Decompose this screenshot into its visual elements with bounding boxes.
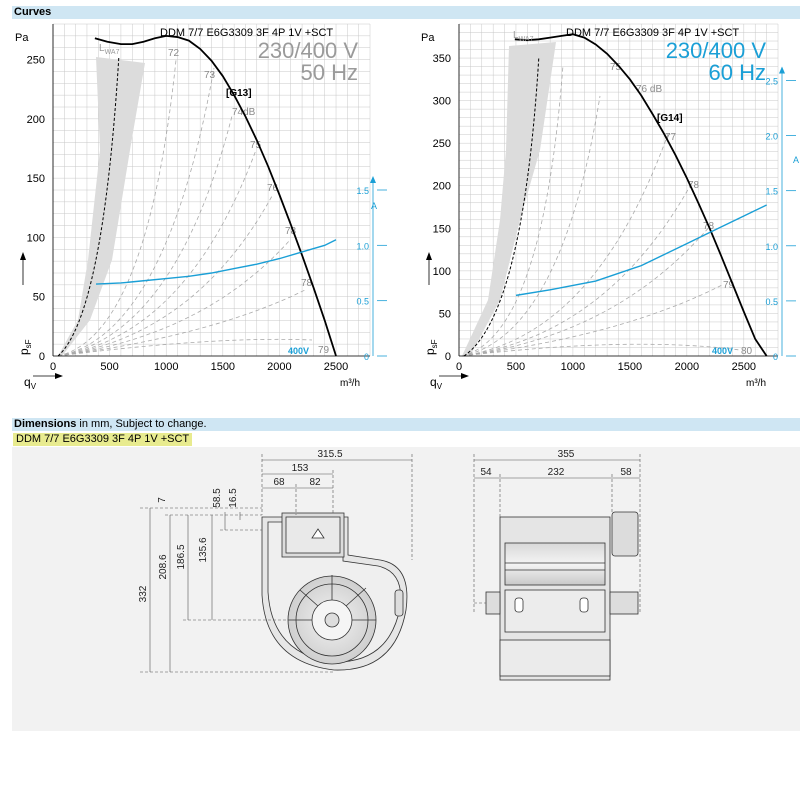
sound-level-label: 80 bbox=[741, 346, 753, 357]
chart-60hz-y-unit: Pa bbox=[421, 32, 435, 44]
sound-level-label: 76 dB bbox=[636, 84, 663, 95]
dim-width-3: 82 bbox=[309, 477, 321, 488]
chart-50hz-title: DDM 7/7 E6G3309 3F 4P 1V +SCT bbox=[160, 27, 334, 39]
dim-side-width-right: 58 bbox=[620, 467, 632, 478]
dim-width-1: 153 bbox=[291, 463, 309, 474]
dim-height-1: 58.5 bbox=[212, 488, 223, 508]
dim-width-overall: 315.5 bbox=[317, 449, 343, 460]
y-tick-label: 100 bbox=[26, 232, 45, 245]
side-terminal-box bbox=[612, 512, 638, 556]
chart-60hz-voltage: 230/400 V bbox=[665, 38, 766, 63]
curves-title: Curves bbox=[14, 6, 52, 18]
secondary-tick-label: 2.0 bbox=[765, 131, 778, 142]
chart-60hz-frequency: 60 Hz bbox=[708, 60, 766, 85]
y-tick-label: 300 bbox=[432, 95, 451, 108]
dim-height-4: 186.5 bbox=[176, 544, 187, 570]
chart-50hz-curve-tag: [G13] bbox=[226, 88, 252, 99]
chart-60hz-ylabel-sub: sF bbox=[430, 339, 439, 349]
y-tick-label: 150 bbox=[26, 173, 45, 186]
chart-50hz-xlabel-sub: V bbox=[30, 382, 37, 391]
dim-side-width-mid: 232 bbox=[547, 467, 565, 478]
side-slot-right bbox=[580, 598, 588, 612]
x-tick-label: 2000 bbox=[674, 361, 700, 373]
sound-level-label: 75 bbox=[610, 62, 622, 73]
chart-60hz-xlabel-main: q bbox=[430, 375, 437, 389]
sound-level-label: 78 bbox=[703, 221, 715, 232]
secondary-tick-label: 1.5 bbox=[765, 186, 778, 197]
dimensions-title: Dimensions bbox=[14, 418, 77, 430]
motor-shaft bbox=[325, 613, 339, 627]
side-view bbox=[486, 512, 638, 680]
terminal-box-lid bbox=[286, 517, 340, 553]
sound-level-label: 72 bbox=[168, 48, 180, 59]
chart-50hz-y-unit: Pa bbox=[15, 32, 29, 44]
x-tick-label: 500 bbox=[506, 361, 526, 373]
chart-50hz-lwa-main: L bbox=[99, 43, 105, 54]
sound-level-label: 78 bbox=[301, 278, 313, 289]
chart-50hz-ylabel-main: p bbox=[17, 348, 31, 355]
dim-height-5: 208.6 bbox=[158, 554, 169, 580]
x-tick-label: 500 bbox=[100, 361, 119, 373]
model-tag: DDM 7/7 E6G3309 3F 4P 1V +SCT bbox=[13, 433, 192, 446]
secondary-tick-label: 1.0 bbox=[356, 241, 369, 252]
dim-width-2: 68 bbox=[273, 477, 285, 488]
secondary-tick-label: 1.5 bbox=[356, 186, 369, 196]
y-tick-label: 250 bbox=[432, 138, 451, 151]
x-tick-label: 0 bbox=[455, 361, 463, 373]
chart-60hz-lwa-sub: WA7 bbox=[518, 36, 534, 43]
chart-50hz-xlabel-main: q bbox=[24, 375, 31, 389]
y-tick-label: 200 bbox=[26, 113, 45, 126]
x-tick-label: 2500 bbox=[731, 361, 757, 373]
dim-side-width-left: 54 bbox=[480, 467, 492, 478]
sound-level-label: 78 bbox=[285, 226, 297, 237]
y-tick-label: 50 bbox=[32, 291, 45, 304]
y-tick-label: 0 bbox=[38, 351, 45, 363]
shaft-end-left bbox=[486, 592, 500, 614]
dim-side-width-overall: 355 bbox=[557, 449, 575, 460]
chart-50hz-voltage: 230/400 V bbox=[257, 38, 358, 63]
chart-60hz-x-unit: m³/h bbox=[746, 378, 766, 389]
sound-level-label: 73 bbox=[204, 70, 216, 81]
sound-level-label: 79 bbox=[318, 345, 330, 356]
sound-level-label: 78 bbox=[688, 180, 700, 191]
x-tick-label: 0 bbox=[49, 361, 57, 373]
y-tick-label: 150 bbox=[432, 223, 451, 236]
dim-height-overall: 332 bbox=[138, 585, 149, 603]
motor-body bbox=[500, 640, 610, 676]
sound-level-label: 77 bbox=[665, 132, 677, 143]
chart-50hz-lwa-sub: WA7 bbox=[104, 49, 120, 56]
chart-50hz-frequency: 50 Hz bbox=[300, 60, 358, 85]
side-drum bbox=[505, 543, 605, 585]
y-tick-label: 250 bbox=[26, 54, 45, 67]
x-tick-label: 1000 bbox=[153, 361, 179, 373]
dim-height-top: 7 bbox=[157, 497, 168, 503]
secondary-tick-label: 2.5 bbox=[765, 76, 778, 87]
side-slot-left bbox=[515, 598, 523, 612]
dim-height-2: 16.5 bbox=[228, 488, 239, 508]
chart-60hz-voltage-label: 400V bbox=[712, 346, 734, 356]
chart-60hz-xlabel-sub: V bbox=[436, 382, 443, 391]
secondary-tick-label: 0.5 bbox=[765, 296, 778, 307]
chart-60hz-title: DDM 7/7 E6G3309 3F 4P 1V +SCT bbox=[566, 27, 740, 39]
x-tick-label: 1500 bbox=[617, 361, 643, 373]
shaft-end-right bbox=[610, 592, 638, 614]
front-view bbox=[262, 513, 407, 670]
chart-60hz-ylabel-main: p bbox=[423, 348, 437, 355]
y-tick-label: 350 bbox=[432, 53, 451, 66]
secondary-tick-label: 0 bbox=[363, 352, 369, 362]
secondary-tick-label: 1.0 bbox=[765, 241, 778, 252]
y-tick-label: 100 bbox=[432, 265, 451, 278]
chart-50hz-x-unit: m³/h bbox=[340, 378, 360, 389]
chart-60hz-curve-tag: [G14] bbox=[657, 113, 683, 124]
chart-60hz-lwa-main: L bbox=[513, 30, 519, 41]
dimensions-note: in mm, Subject to change. bbox=[76, 418, 207, 430]
side-dimension-labels bbox=[480, 449, 632, 478]
x-tick-label: 2500 bbox=[323, 361, 349, 373]
secondary-tick-label: 0.5 bbox=[356, 296, 369, 307]
y-tick-label: 50 bbox=[438, 308, 451, 321]
chart-50hz-secondary-unit: A bbox=[371, 201, 378, 211]
sound-level-label: 79 bbox=[723, 280, 735, 291]
sound-level-label: 75 bbox=[250, 140, 262, 151]
sound-level-label: 74dB bbox=[232, 107, 256, 118]
chart-50hz-voltage-label: 400V bbox=[288, 346, 310, 356]
dim-height-3: 135.6 bbox=[198, 537, 209, 563]
sound-level-label: 76 bbox=[267, 183, 279, 194]
y-tick-label: 200 bbox=[432, 180, 451, 193]
secondary-tick-label: 0 bbox=[772, 352, 778, 362]
x-tick-label: 2000 bbox=[267, 361, 292, 373]
chart-60hz-secondary-unit: A bbox=[793, 155, 800, 165]
x-tick-label: 1500 bbox=[210, 361, 236, 373]
y-tick-label: 0 bbox=[444, 351, 451, 363]
chart-50hz-ylabel-sub: sF bbox=[24, 339, 33, 349]
side-slot bbox=[395, 590, 403, 616]
x-tick-label: 1000 bbox=[560, 361, 586, 373]
